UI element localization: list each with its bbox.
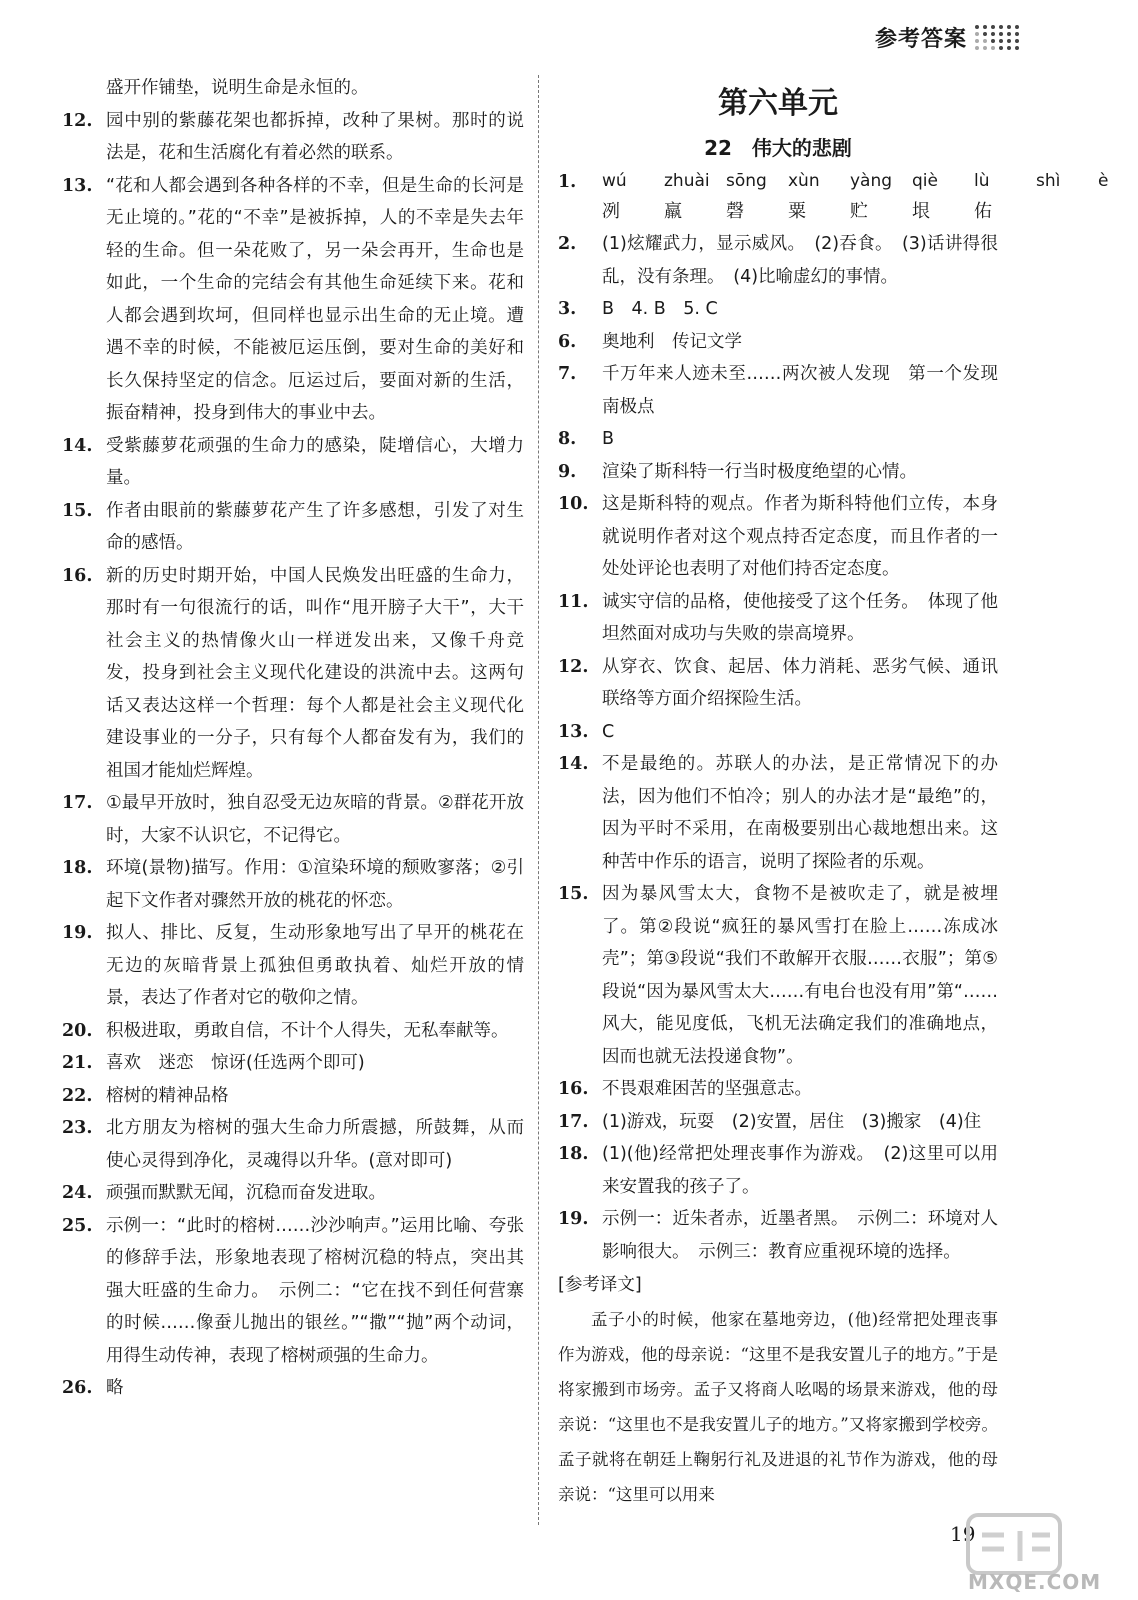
answer-item bbox=[62, 495, 524, 560]
answer-item bbox=[558, 586, 998, 651]
item-text: 积极进取，勇敢自信，不计个人得失，无私奉献等。 bbox=[106, 1020, 509, 1041]
item-number: 10. bbox=[558, 494, 589, 514]
unit-title: 第六单元 bbox=[718, 86, 838, 121]
answer-item bbox=[558, 1138, 998, 1203]
item-text: 示例一：近朱者赤，近墨者黑。 示例二：环境对人影响很大。 示例三：教育应重视环境的选择。 bbox=[602, 1209, 998, 1262]
item-number: 22. bbox=[62, 1085, 93, 1106]
page-header bbox=[875, 22, 1020, 53]
item-number: 21. bbox=[62, 1053, 93, 1073]
item-number: 16. bbox=[558, 1079, 589, 1099]
answer-item bbox=[558, 651, 998, 716]
item-number: 23. bbox=[62, 1118, 93, 1138]
item-text: 渲染了斯科特一行当时极度绝望的心情。 bbox=[602, 461, 917, 482]
pinyin-row bbox=[602, 166, 1138, 196]
item-number: 18. bbox=[558, 1144, 589, 1164]
item-text: 北方朋友为榕树的强大生命力所震撼，所鼓舞，从而使心灵得到净化，灵魂得以升华。(意对即可) bbox=[106, 1118, 524, 1171]
character-row bbox=[602, 196, 1138, 228]
item-number: 14. bbox=[558, 754, 589, 774]
item-text: “花和人都会遇到各种各样的不幸，但是生命的长河是无止境的。”花的“不幸”是被拆掉，人的不幸是失去年轻的生命。但一朵花败了，另一朵会再开，生命也是如此，一个生命的完结会有其他生命延续下来。花和人都会遇到坎坷，但同样也显示出生命的无止境。遭遇不幸的时候，不能被厄运压倒，要对生命的美好和长久保持坚定的信念。厄运过后，要面对新的生活，振奋精神，投身到伟大的事业中去。 bbox=[106, 175, 524, 423]
item-text: 受紫藤萝花顽强的生命力的感染，陡增信心，大增力量。 bbox=[106, 435, 524, 488]
item-number: 13. bbox=[558, 721, 589, 742]
item-number: 8. bbox=[558, 429, 577, 449]
item-number: 26. bbox=[62, 1378, 93, 1398]
right-answer-list bbox=[558, 228, 998, 1268]
dots-ornament-icon bbox=[975, 25, 1020, 50]
item-number: 9. bbox=[558, 461, 577, 482]
pinyin-syllable: lù bbox=[974, 171, 990, 191]
pinyin-syllable: wú bbox=[602, 171, 627, 191]
item-text: 千万年来人迹未至……两次被人发现 第一个发现南极点 bbox=[602, 364, 998, 417]
item-number: 6. bbox=[558, 331, 577, 352]
item-text: (1)(他)经常把处理丧事作为游戏。 (2)这里可以用来安置我的孩子了。 bbox=[602, 1144, 998, 1197]
reference-translation-text: 孟子小的时候，他家在墓地旁边，(他)经常把处理丧事作为游戏，他的母亲说：“这里不是我安置儿子的地方。”于是将家搬到市场旁。孟子又将商人吆喝的场景来游戏，他的母亲说：“这里也不是我安置儿子的地方。”又将家搬到学校旁。孟子就将在朝廷上鞠躬行礼及进退的礼节作为游戏，他的母亲说：“这里可以用来 bbox=[558, 1310, 998, 1504]
chinese-character: 贮 bbox=[850, 201, 868, 222]
item-text: 奥地利 传记文学 bbox=[602, 331, 742, 352]
item-text: (1)游戏，玩耍 (2)安置，居住 (3)搬家 (4)住 bbox=[602, 1111, 982, 1132]
answer-item bbox=[558, 716, 998, 749]
item-text: C bbox=[602, 721, 615, 742]
item-text: 略 bbox=[106, 1378, 124, 1398]
item-text: 新的历史时期开始，中国人民焕发出旺盛的生命力，那时有一句很流行的话，叫作“甩开膀子大干”，大干社会主义的热情像火山一样迸发出来，又像千舟竞发，投身到社会主义现代化建设的洪流中去。这两句话又表达这样一个哲理：每个人都是社会主义现代化建设事业的一分子，只有每个人都奋发有为，我们的祖国才能灿烂辉煌。 bbox=[106, 565, 524, 781]
answer-item bbox=[558, 1106, 998, 1139]
item-number: 19. bbox=[558, 1209, 589, 1229]
answer-item bbox=[62, 852, 524, 917]
answer-item bbox=[558, 1073, 998, 1106]
answer-item bbox=[558, 326, 998, 359]
answer-item bbox=[62, 1112, 524, 1177]
watermark-text: MXQE.COM bbox=[968, 1570, 1102, 1594]
item-text: 这是斯科特的观点。作者为斯科特他们立传，本身就说明作者对这个观点持否定态度，而且作者的一处处评论也表明了对他们持否定态度。 bbox=[602, 494, 998, 579]
item-number: 24. bbox=[62, 1183, 93, 1203]
item-number: 19. bbox=[62, 923, 93, 943]
answer-item bbox=[558, 293, 998, 326]
answer-item bbox=[62, 1210, 524, 1373]
pinyin-syllable: xùn bbox=[788, 171, 820, 191]
item-text: 园中别的紫藤花架也都拆掉，改种了果树。那时的说法是，花和生活腐化有着必然的联系。 bbox=[106, 110, 524, 163]
item-number: 12. bbox=[62, 110, 93, 131]
pinyin-syllable: qiè bbox=[912, 171, 938, 191]
item-number: 15. bbox=[558, 884, 589, 904]
item-number: 3. bbox=[558, 299, 577, 319]
item-text: (1)炫耀武力，显示威风。 (2)吞食。 (3)话讲得很乱，没有条理。 (4)比喻虚幻的事情。 bbox=[602, 234, 998, 287]
lesson-title: 22 伟大的悲剧 bbox=[704, 136, 852, 160]
item-text: 喜欢 迷恋 惊讶(任选两个即可) bbox=[106, 1053, 365, 1073]
item-text: 从穿衣、饮食、起居、体力消耗、恶劣气候、通讯联络等方面介绍探险生活。 bbox=[602, 656, 998, 709]
item-number: 25. bbox=[62, 1215, 93, 1236]
answer-item bbox=[62, 1047, 524, 1080]
chinese-character: 羸 bbox=[664, 201, 682, 222]
item-number: 18. bbox=[62, 858, 93, 878]
item-number: 17. bbox=[558, 1111, 589, 1132]
answer-item bbox=[62, 917, 524, 1015]
item-text: ①最早开放时，独自忍受无边灰暗的背景。②群花开放时，大家不认识它，不记得它。 bbox=[106, 793, 524, 846]
right-column bbox=[558, 72, 1109, 1512]
pinyin-syllable: è bbox=[1098, 171, 1109, 191]
item-text: 榕树的精神品格 bbox=[106, 1085, 229, 1106]
page-number: 19 bbox=[950, 1522, 976, 1546]
reference-translation-label: [参考译文] bbox=[558, 1275, 642, 1295]
column-divider bbox=[538, 75, 539, 1525]
item-text: 顽强而默默无闻，沉稳而奋发进取。 bbox=[106, 1183, 386, 1203]
answer-item bbox=[558, 456, 998, 489]
lead-text: 盛开作铺垫，说明生命是永恒的。 bbox=[106, 78, 369, 98]
header-title: 参考答案 bbox=[874, 27, 967, 52]
item-number: 2. bbox=[558, 234, 577, 254]
pinyin-syllable: shì bbox=[1036, 171, 1061, 191]
chinese-character: 粟 bbox=[788, 201, 806, 222]
item-number: 15. bbox=[62, 500, 93, 521]
item-text: 环境(景物)描写。作用：①渲染环境的颓败寥落；②引起下文作者对骤然开放的桃花的怀恋。 bbox=[106, 858, 524, 911]
pinyin-syllable: zhuài bbox=[664, 171, 710, 191]
pinyin-syllable: sōng bbox=[726, 171, 767, 191]
answer-item bbox=[62, 105, 524, 170]
answer-item bbox=[558, 488, 998, 586]
answer-item bbox=[62, 1177, 524, 1210]
item-text: 不畏艰难困苦的坚强意志。 bbox=[602, 1079, 812, 1099]
item-number: 13. bbox=[62, 175, 93, 196]
answer-item bbox=[558, 1203, 998, 1268]
chinese-character: 磬 bbox=[726, 201, 744, 222]
item-text: 因为暴风雪太大，食物不是被吹走了，就是被埋了。第②段说“疯狂的暴风雪打在脸上……冻成冰壳”；第③段说“我们不敢解开衣服……衣服”；第⑤段说“因为暴风雪太大……有电台也没有用”第“……风大，能见度低，飞机无法确定我们的准确地点，因而也就无法投递食物”。 bbox=[602, 884, 998, 1067]
answer-item bbox=[62, 170, 524, 430]
answer-item-1 bbox=[558, 166, 1109, 228]
item-number: 20. bbox=[62, 1020, 93, 1041]
chinese-character: 佑 bbox=[974, 201, 992, 222]
item-text: B bbox=[602, 429, 615, 449]
answer-item bbox=[558, 748, 998, 878]
item-text: 示例一：“此时的榕树……沙沙响声。”运用比喻、夸张的修辞手法，形象地表现了榕树沉稳的特点，突出其强大旺盛的生命力。 示例二：“它在找不到任何营寨的时候……像蚕儿抛出的银丝。”“撒”“抛”两个动词，用得生动传神，表现了榕树顽强的生命力。 bbox=[106, 1215, 524, 1366]
left-answer-list bbox=[62, 105, 524, 1405]
item-number: 17. bbox=[62, 793, 93, 813]
answer-item bbox=[62, 1080, 524, 1113]
item-number: 12. bbox=[558, 656, 589, 677]
item-number: 16. bbox=[62, 565, 93, 586]
chinese-character: 垠 bbox=[912, 201, 930, 222]
answer-item bbox=[62, 560, 524, 788]
chinese-character: 冽 bbox=[602, 201, 620, 222]
answer-item bbox=[558, 228, 998, 293]
item-number: 1. bbox=[558, 172, 577, 192]
item-text: 诚实守信的品格，使他接受了这个任务。 体现了他坦然面对成功与失败的崇高境界。 bbox=[602, 591, 998, 644]
item-number: 7. bbox=[558, 364, 577, 384]
item-text: B 4. B 5. C bbox=[602, 299, 718, 319]
answer-item bbox=[558, 878, 998, 1073]
answer-item bbox=[62, 1015, 524, 1048]
item-text: 不是最绝的。苏联人的办法，是正常情况下的办法，因为他们不怕冷；别人的办法才是“最绝”的，因为平时不采用，在南极要别出心裁地想出来。这种苦中作乐的语言，说明了探险者的乐观。 bbox=[602, 754, 998, 872]
item-number: 11. bbox=[558, 591, 589, 612]
left-column bbox=[62, 72, 524, 1405]
item-text: 作者由眼前的紫藤萝花产生了许多感想，引发了对生命的感悟。 bbox=[106, 500, 524, 553]
answer-item bbox=[558, 423, 998, 456]
answer-item bbox=[62, 787, 524, 852]
answer-item bbox=[62, 430, 524, 495]
item-text: 拟人、排比、反复，生动形象地写出了早开的桃花在无边的灰暗背景上孤独但勇敢执着、灿烂开放的情景，表达了作者对它的敬仰之情。 bbox=[106, 923, 524, 1008]
answer-item bbox=[558, 358, 998, 423]
pinyin-syllable: yàng bbox=[850, 171, 893, 191]
answer-item bbox=[62, 1372, 524, 1405]
item-number: 14. bbox=[62, 435, 93, 456]
